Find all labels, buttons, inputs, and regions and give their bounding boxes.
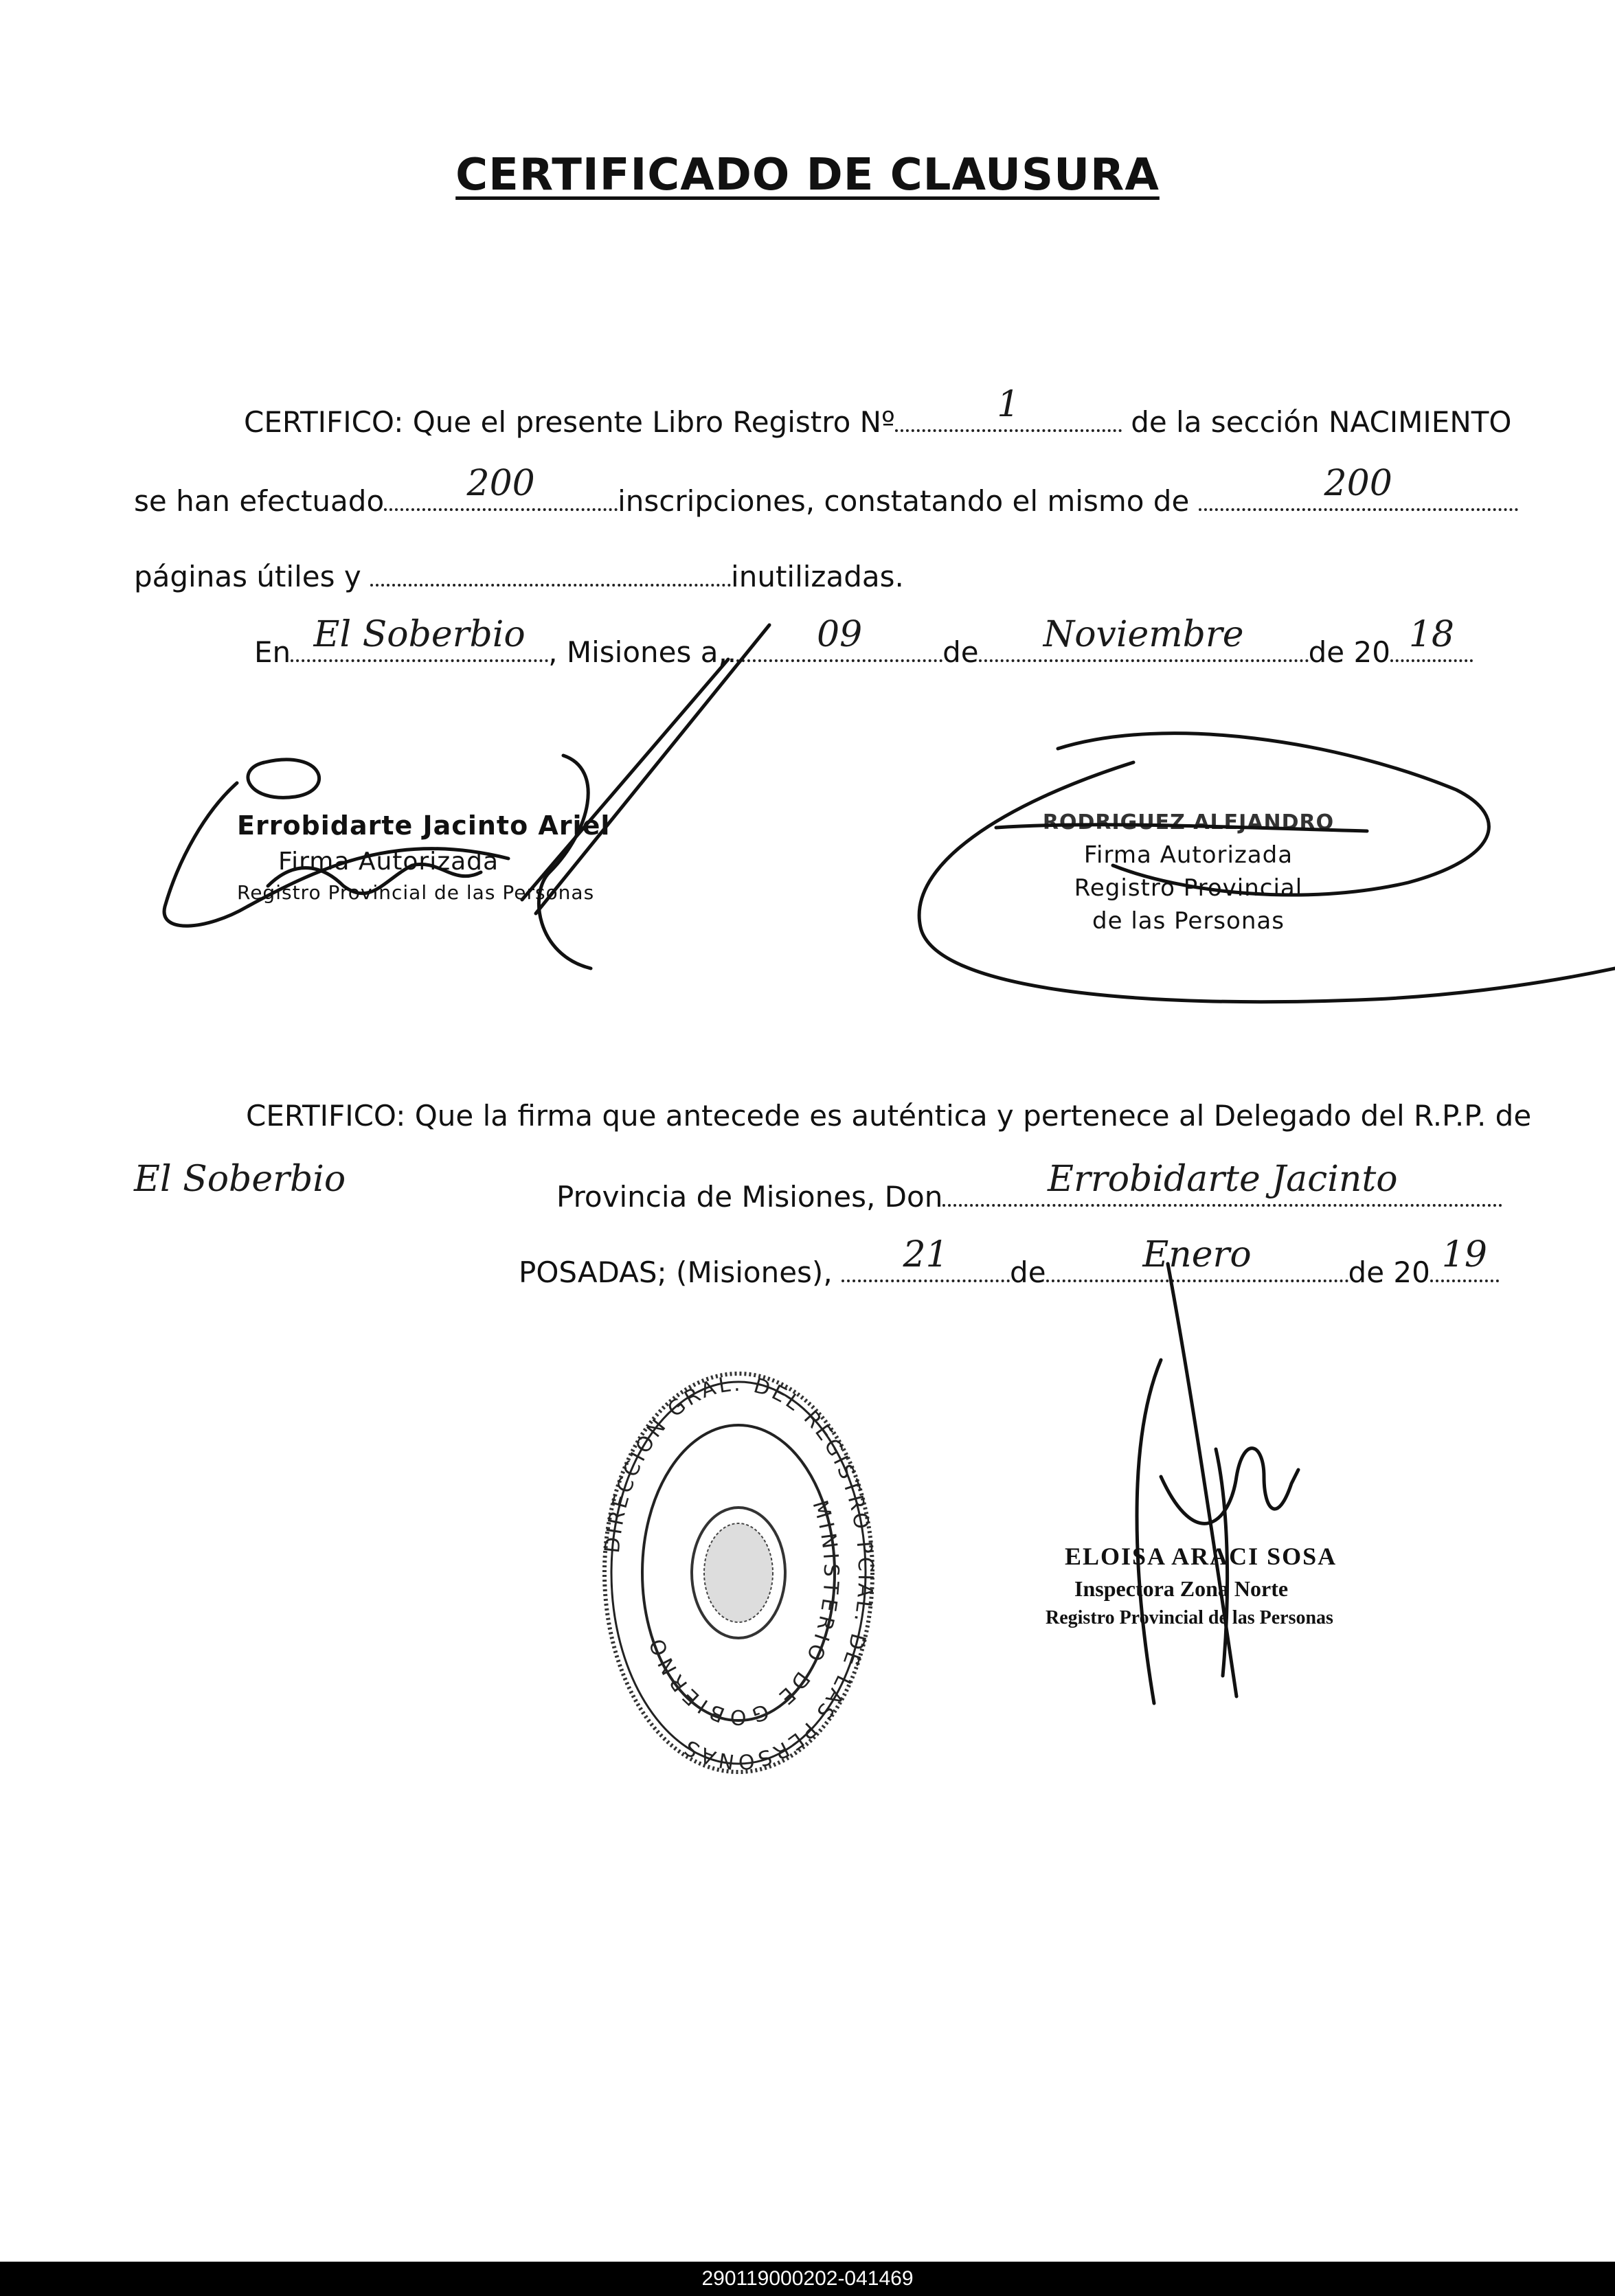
aut-anio-label: de 20 [1348,1255,1430,1289]
stamp-left-role: Firma Autorizada [278,848,499,876]
anio-label: de 20 [1308,635,1390,669]
en-label: En [254,635,291,669]
aut-anio-field [1430,1234,1499,1282]
clausura-line-3 [134,560,904,593]
mes-field [979,614,1309,662]
autenticidad-don-field [942,1159,1502,1207]
paginas-field [1199,463,1518,511]
aut-dia-field [842,1234,1010,1282]
stamp-right-name: RODRIGUEZ ALEJANDRO [1042,810,1335,834]
anio-value: 18 [1408,614,1455,655]
clausura-text-seccion: de la sección NACIMIENTO [1131,405,1512,439]
lugar-field [291,614,548,662]
signature-inspector-stroke-1 [1168,1264,1236,1696]
de-label: de [942,635,979,669]
libro-numero-value: 1 [997,384,1020,425]
signature-inspector-stroke-2 [1137,1360,1161,1703]
dia-field [736,614,942,662]
clausura-text-paginas: páginas útiles y [134,560,361,593]
stamp-left-name: Errobidarte Jacinto Ariel [237,810,611,841]
seal-outer-text: DIRECCION GRAL. DEL REGISTRO PCIAL. DE LAS PERSONAS [600,1372,878,1774]
stamp-inspector-office: Registro Provincial de las Personas [1046,1607,1333,1628]
stamp-right [1010,810,1367,935]
lugar-value: El Soberbio [313,614,526,655]
paginas-value: 200 [1324,463,1392,504]
stamp-left-office: Registro Provincial de las Personas [237,881,595,904]
misiones-label: , Misiones a,. [548,635,737,669]
autenticidad-date-line [519,1234,1499,1289]
stamp-right-role: Firma Autorizada [1083,841,1294,869]
clausura-date-line [254,614,1473,669]
stamp-left [237,810,610,904]
aut-mes-field [1046,1234,1348,1282]
anio-field [1390,614,1473,662]
mes-value: Noviembre [1043,614,1244,655]
aut-de-label: de [1010,1255,1046,1289]
seal-inner-text: MINISTERIO DE GOBIERNO [644,1497,844,1729]
clausura-text-inscripciones: inscripciones, constatando el mismo de [618,484,1190,518]
inscripciones-field [384,463,618,511]
document-footer [0,2262,1615,2296]
clausura-text-efectuado: se han efectuado [134,484,385,518]
posadas-label: POSADAS; (Misiones), [519,1255,833,1289]
footer-code: 290119000202-041469 [701,2267,914,2290]
clausura-text-inutilizadas: inutilizadas. [731,560,904,593]
dia-value: 09 [817,614,863,655]
stamp-right-office-1: Registro Provincial [1074,874,1303,902]
aut-dia-value: 21 [903,1234,949,1275]
stamp-inspector [1046,1542,1337,1629]
aut-mes-value: Enero [1142,1234,1252,1275]
stamp-right-office-2: de las Personas [1092,907,1285,935]
libro-numero-field [895,384,1122,432]
svg-text:DIRECCION GRAL. DEL REGISTRO P [600,1372,877,1774]
autenticidad-provincia-label: Provincia de Misiones, Don [556,1180,943,1214]
aut-anio-value: 19 [1441,1234,1487,1275]
inutilizadas-field [370,560,731,587]
stamp-inspector-role: Inspectora Zona Norte [1074,1576,1289,1601]
stamp-inspector-name: ELOISA ARACI SOSA [1065,1543,1337,1570]
autenticidad-line-2 [134,1159,1502,1214]
clausura-line-1 [244,384,1512,439]
clausura-text-registro: CERTIFICO: Que el presente Libro Registro Nº [244,405,895,439]
autenticidad-don-value: Errobidarte Jacinto [1048,1159,1398,1200]
signature-left-loop [248,760,319,797]
document-title: CERTIFICADO DE CLAUSURA [455,150,1160,201]
autenticidad-lugar-field [134,1159,556,1207]
clausura-line-2 [134,463,1518,518]
signature-inspector-loop [1161,1448,1298,1524]
autenticidad-lugar-value: El Soberbio [134,1159,346,1200]
svg-text:MINISTERIO DE GOBIERNO [644,1498,843,1729]
inscripciones-value: 200 [466,463,535,504]
autenticidad-line-1: CERTIFICO: Que la firma que antecede es auténtica y pertenece al Delegado del R.P.P. de [246,1099,1532,1133]
